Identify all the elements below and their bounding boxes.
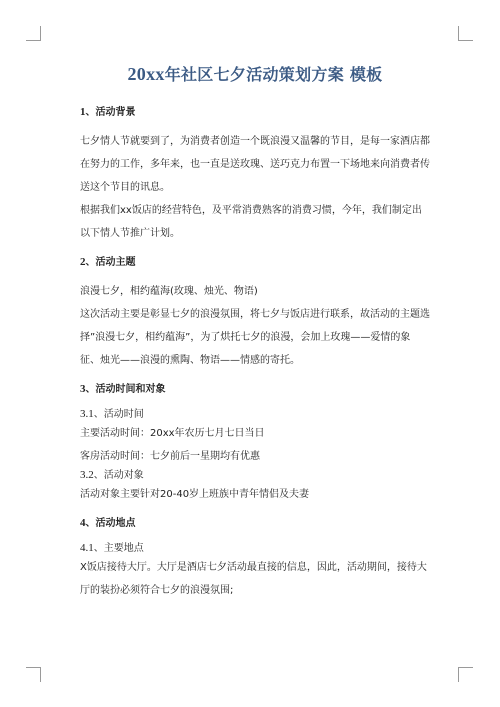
paragraph-background-1: 七夕情人节就要到了，为消费者创造一个既浪漫又温馨的节目，是每一家酒店都在努力的工作，多年来，也一直是送玫瑰、送巧克力布置一下场地来向消费者传送这个节目的讯息。 <box>80 136 430 193</box>
paragraph-main-time: 主要活动时间：20xx年农历七月七日当日 <box>80 428 265 439</box>
title-year: 20xx <box>127 64 165 84</box>
subsection-heading-time: 3.1、活动时间 <box>80 408 144 420</box>
subsection-heading-target: 3.2、活动对象 <box>80 469 144 481</box>
subsection-heading-main-location: 4.1、主要地点 <box>80 542 144 554</box>
paragraph-theme-description: 这次活动主要是彰显七夕的浪漫氛围，将七夕与饭店进行联系，故活动的主题选择”浪漫七夕，相约蕴海”，为了烘托七夕的浪漫，会加上玫瑰——爱情的象征、烛光——浪漫的熏陶、物语——情感的寄托。 <box>80 309 430 366</box>
section-heading-background: 1、活动背景 <box>80 106 136 118</box>
document-title <box>80 62 430 85</box>
paragraph-background-2: 根据我们xx饭店的经营特色，及平常消费熟客的消费习惯，今年，我们制定出以下情人节推广计划。 <box>80 205 422 239</box>
section-heading-location: 4、活动地点 <box>80 517 136 529</box>
paragraph-room-time: 客房活动时间：七夕前后一星期均有优惠 <box>80 451 260 462</box>
crop-mark-bottom-left <box>26 667 41 682</box>
crop-mark-top-left <box>26 26 41 41</box>
document-page <box>80 62 430 602</box>
crop-mark-bottom-right <box>458 667 473 682</box>
paragraph-theme-title: 浪漫七夕，相约蕴海(玫瑰、烛光、物语) <box>80 286 258 297</box>
paragraph-target: 活动对象主要针对20-40岁上班族中青年情侣及夫妻 <box>80 489 310 500</box>
title-text: 年社区七夕活动策划方案 模板 <box>164 65 383 84</box>
section-heading-theme: 2、活动主题 <box>80 256 136 268</box>
section-heading-time-target: 3、活动时间和对象 <box>80 383 166 395</box>
crop-mark-top-right <box>458 26 473 41</box>
paragraph-location: X饭店接待大厅。大厅是酒店七夕活动最直接的信息，因此，活动期间，接待大厅的装扮必须符合七夕的浪漫氛围; <box>80 562 427 596</box>
